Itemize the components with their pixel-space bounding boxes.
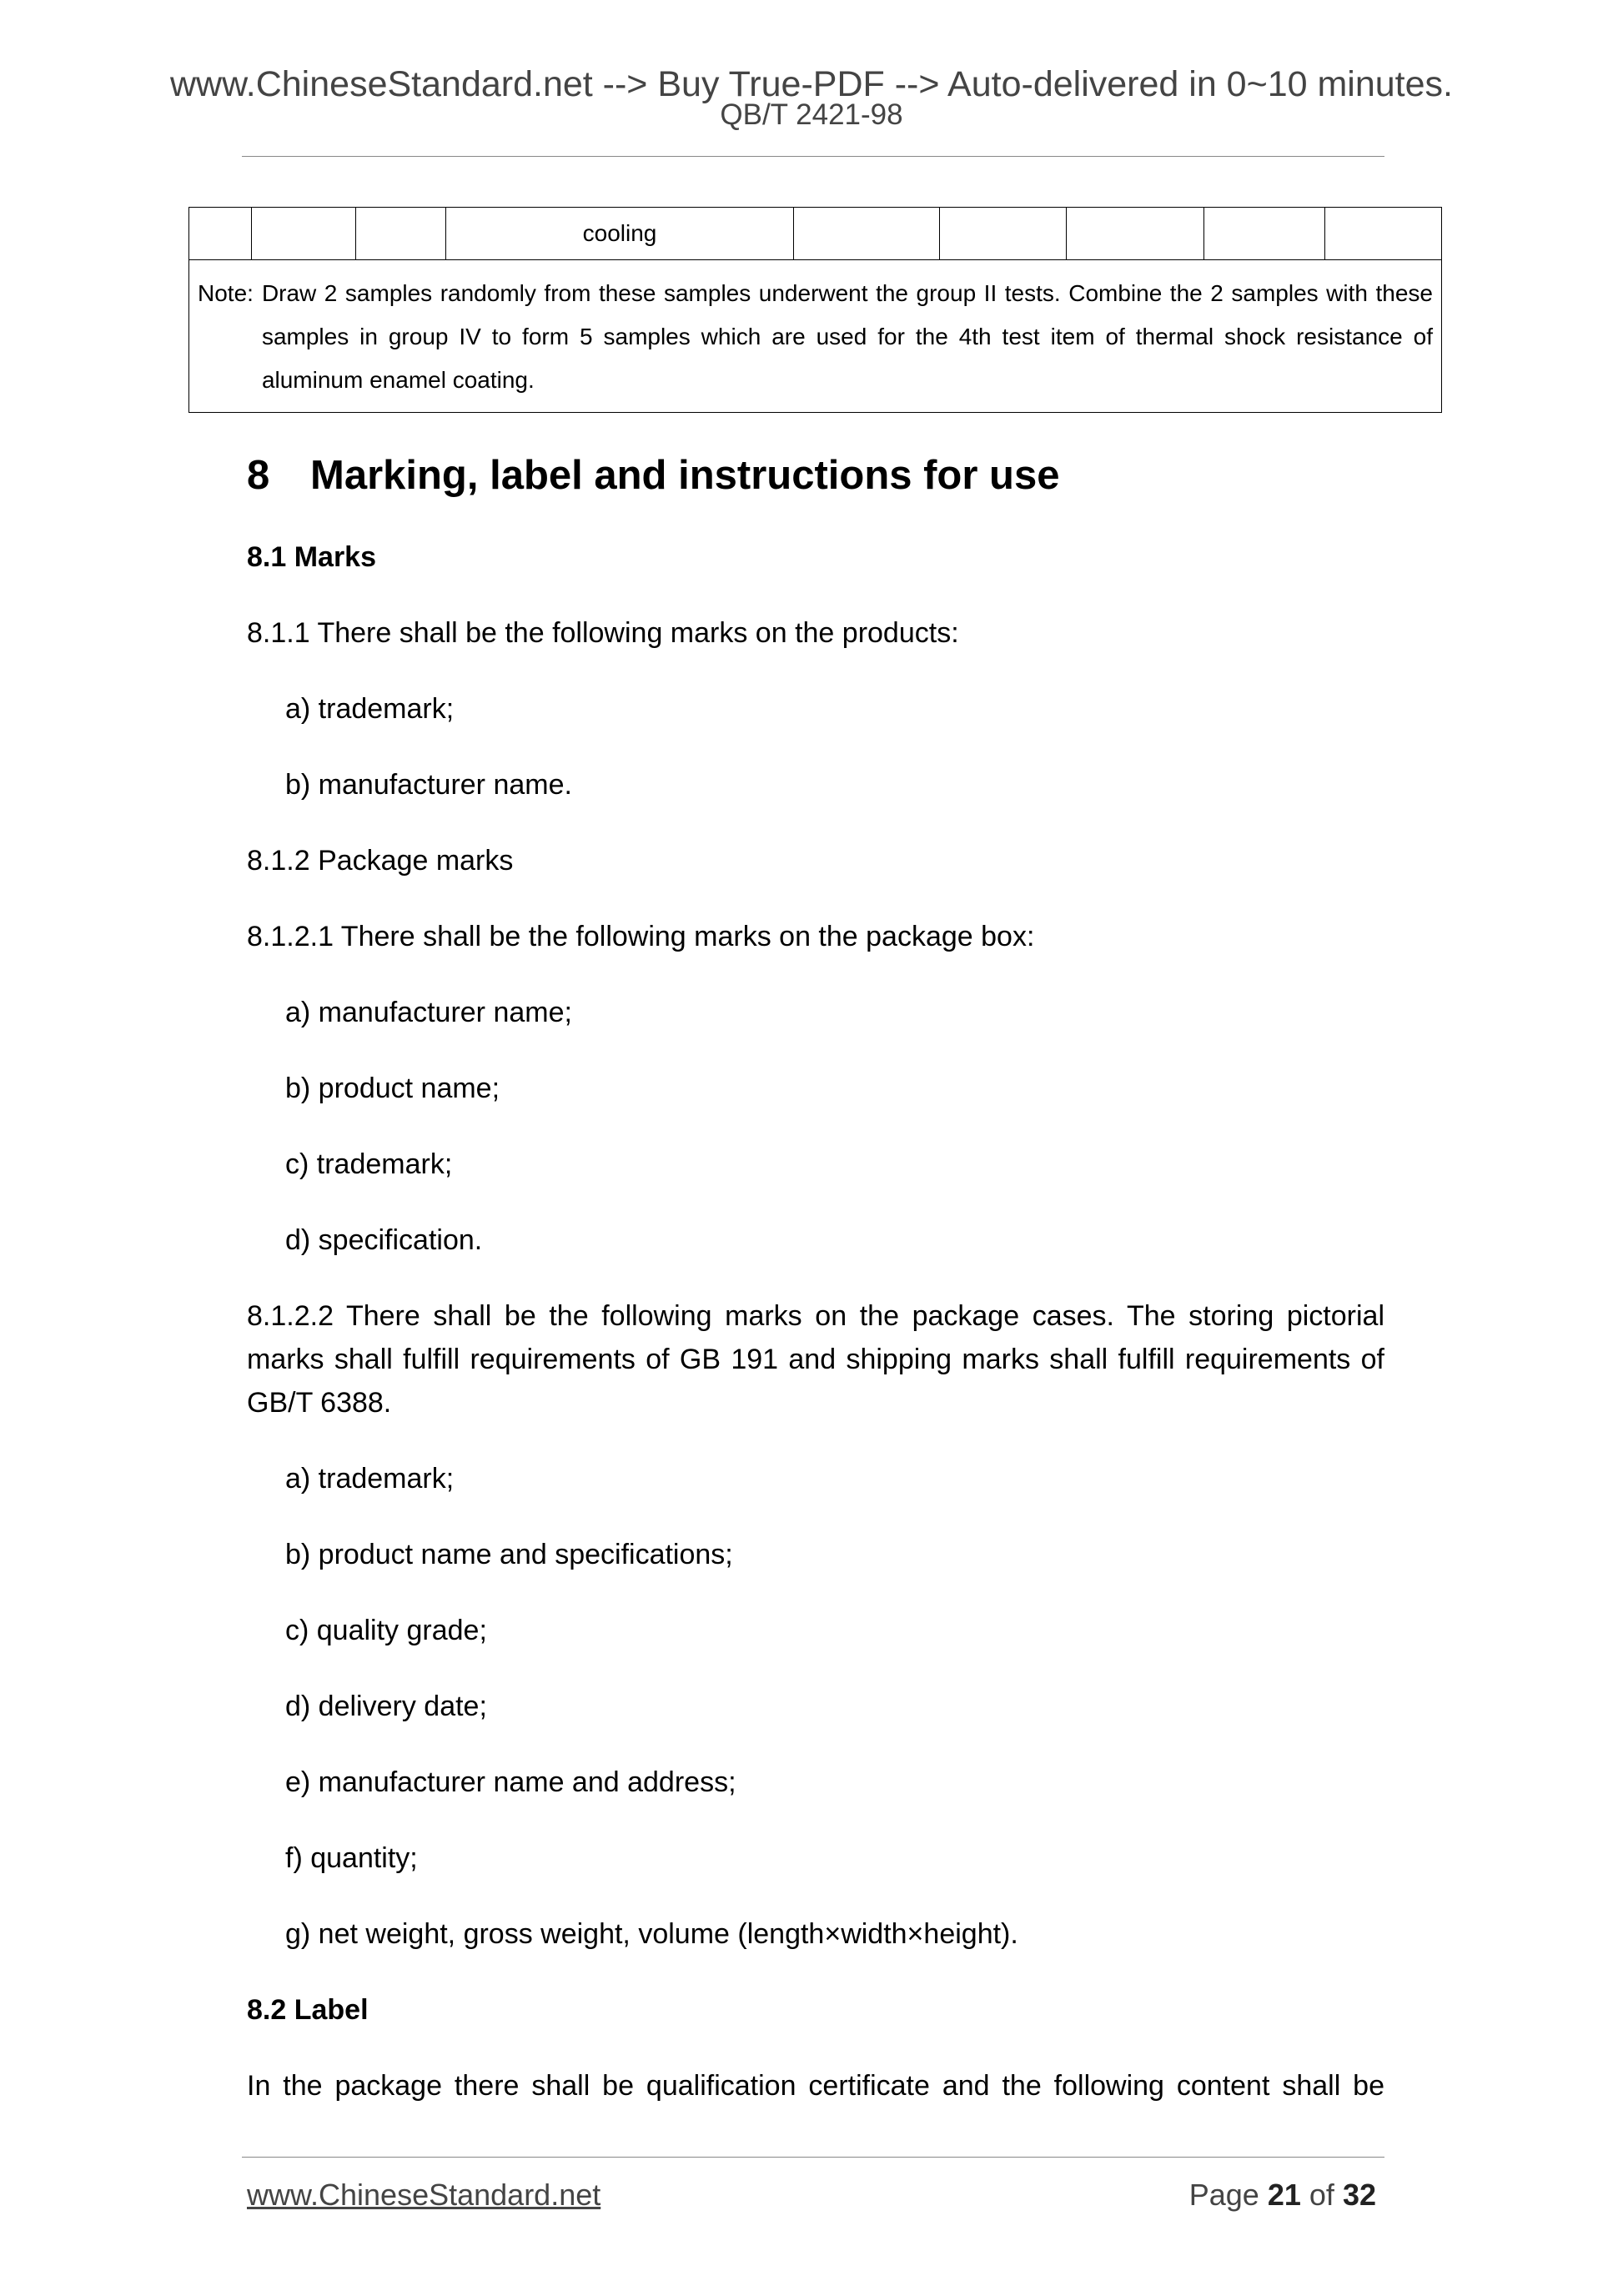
table-cell: cooling — [446, 208, 794, 260]
note-label: Note: — [198, 280, 254, 306]
subsection-heading-8-2: 8.2 Label — [247, 1994, 369, 2026]
list-item: e) manufacturer name and address; — [285, 1766, 736, 1798]
note-text: Draw 2 samples randomly from these samples underwent the group II tests. Combine the 2 samples with these samples in group IV to form 5 samples which are used for the 4th test item of thermal shock resistance of aluminum enamel coating. — [261, 280, 1433, 393]
footer-site-link[interactable]: www.ChineseStandard.net — [247, 2178, 601, 2212]
list-item: g) net weight, gross weight, volume (length×width×height). — [285, 1918, 1018, 1950]
list-item: a) trademark; — [285, 1463, 455, 1495]
table-cell — [1204, 208, 1325, 260]
clause-8-1-2-1: 8.1.2.1 There shall be the following marks on the package box: — [247, 921, 1035, 952]
table-cell — [794, 208, 940, 260]
list-item: a) manufacturer name; — [285, 997, 572, 1028]
table-cell — [1067, 208, 1204, 260]
list-item: b) product name and specifications; — [285, 1539, 733, 1570]
clause-8-2-text: In the package there shall be qualification certificate and the following content shall be — [247, 2070, 1384, 2102]
clause-8-1-2: 8.1.2 Package marks — [247, 845, 514, 877]
clause-8-1-2-2: 8.1.2.2 There shall be the following marks on the package cases. The storing pictorial marks shall fulfill requirements of GB 191 and shipping marks shall fulfill requirements of GB/T 6388. — [247, 1300, 1384, 1419]
table-note-row — [189, 260, 1442, 413]
list-item: d) delivery date; — [285, 1691, 487, 1722]
list-item: f) quantity; — [285, 1842, 418, 1874]
table-row — [189, 208, 1442, 260]
footer-divider — [242, 2157, 1384, 2158]
list-item: c) quality grade; — [285, 1615, 487, 1646]
page-total: 32 — [1342, 2178, 1376, 2212]
list-item: a) trademark; — [285, 693, 455, 725]
page-indicator — [1189, 2180, 1376, 2210]
header-divider — [242, 156, 1384, 157]
table-cell — [189, 208, 252, 260]
main-content — [247, 450, 1384, 2108]
section-heading — [247, 450, 1384, 500]
list-item: b) product name; — [285, 1073, 500, 1104]
list-item: b) manufacturer name. — [285, 769, 572, 801]
table-cell — [1325, 208, 1442, 260]
site-banner: www.ChineseStandard.net --> Buy True-PDF --> Auto-delivered in 0~10 minutes. — [169, 64, 1453, 104]
subsection-heading-8-1: 8.1 Marks — [247, 541, 376, 573]
section-title: Marking, label and instructions for use — [310, 453, 1060, 498]
section-number: 8 — [247, 453, 270, 498]
document-number: QB/T 2421-98 — [720, 98, 903, 131]
page-prefix: Page — [1188, 2178, 1259, 2212]
clause-8-1-1: 8.1.1 There shall be the following marks on the products: — [247, 617, 959, 649]
list-item: d) specification. — [285, 1224, 483, 1256]
test-items-table — [188, 207, 1442, 413]
table-cell — [252, 208, 356, 260]
list-item: c) trademark; — [285, 1148, 453, 1180]
page-of: of — [1309, 2178, 1334, 2212]
table-note-cell — [189, 260, 1442, 413]
table-cell — [356, 208, 446, 260]
table-cell — [940, 208, 1067, 260]
page-current: 21 — [1267, 2178, 1301, 2212]
